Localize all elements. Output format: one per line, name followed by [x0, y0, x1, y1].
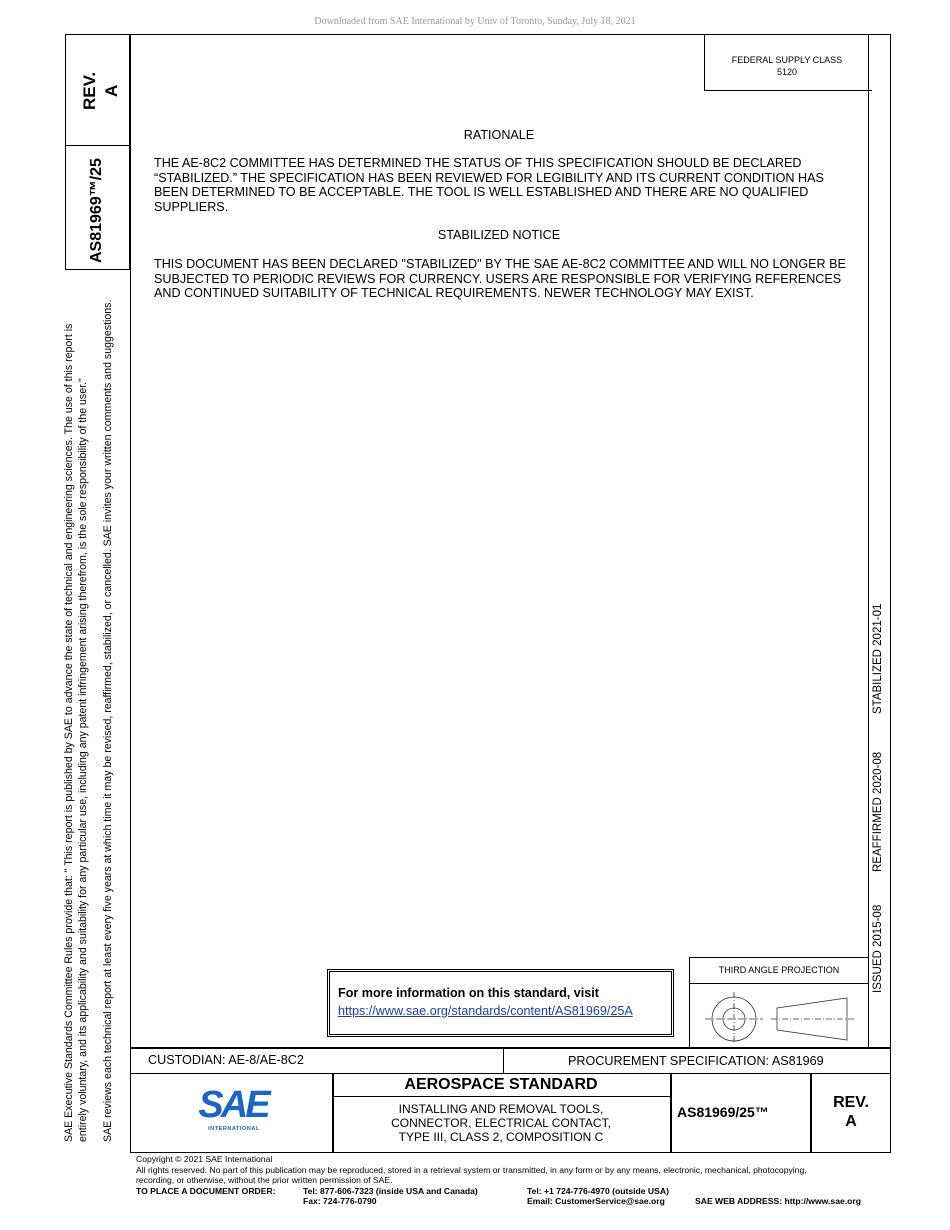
- custodian-divider: [503, 1047, 504, 1073]
- description-line: CONNECTOR, ELECTRICAL CONTACT,: [391, 1116, 611, 1130]
- federal-supply-class-label: FEDERAL SUPPLY CLASS: [731, 55, 843, 65]
- left-doc-number: AS81969™/25: [88, 158, 105, 263]
- issued-date: ISSUED 2015-08: [872, 904, 884, 993]
- procurement-spec: PROCUREMENT SPECIFICATION: AS81969: [568, 1054, 824, 1068]
- email: Email: CustomerService@sae.org: [527, 1196, 665, 1206]
- stabilized-heading: STABILIZED NOTICE: [437, 228, 561, 242]
- projection-divider: [689, 983, 869, 984]
- download-notice: Downloaded from SAE International by Univ of Toronto, Sunday, July 18, 2021: [314, 16, 636, 27]
- standard-link[interactable]: https://www.sae.org/standards/content/AS81969/25A: [338, 1004, 633, 1018]
- title-block-divider-2: [670, 1073, 672, 1153]
- rights-line: All rights reserved. No part of this publication may be reproduced, stored in a retrieval system or transmitted, in any form or by any means, electronic, mechanical, photocopying,: [136, 1164, 807, 1175]
- fax: Fax: 724-776-0790: [303, 1196, 377, 1206]
- rationale-line: BEEN DETERMINED TO BE ACCEPTABLE. THE TOOL IS WELL ESTABLISHED AND THERE ARE NO QUALIFIED: [154, 185, 809, 199]
- standard-description: [332, 1102, 670, 1144]
- description-line: INSTALLING AND REMOVAL TOOLS,: [398, 1102, 604, 1116]
- rationale-heading: RATIONALE: [463, 128, 535, 142]
- side-notice-line3: SAE reviews each technical report at least every five years at which time it may be revised, reaffirmed, stabilized, or cancelled. SAE invites your written comments and suggestions.: [102, 299, 114, 1142]
- info-box: [327, 969, 674, 1037]
- title-rev-value: A: [845, 1113, 857, 1130]
- stabilized-body: [154, 257, 859, 301]
- custodian: CUSTODIAN: AE-8/AE-8C2: [148, 1053, 304, 1067]
- side-notice-line2: entirely voluntary, and its applicability and suitability for any particular use, including any patent infringement arising therefrom, is the sole responsibility of the user.": [77, 378, 89, 1142]
- rationale-line: SUPPLIERS.: [154, 199, 229, 214]
- standard-number: AS81969/25™: [677, 1104, 769, 1120]
- rationale-line: “STABILIZED.” THE SPECIFICATION HAS BEEN REVIEWED FOR LEGIBILITY AND ITS CURRENT CONDITION HAS: [154, 170, 824, 185]
- rationale-line: THE AE-8C2 COMMITTEE HAS DETERMINED THE STATUS OF THIS SPECIFICATION SHOULD BE DECLARED: [154, 156, 802, 170]
- description-line: TYPE III, CLASS 2, COMPOSITION C: [398, 1130, 604, 1144]
- federal-supply-class-value: 5120: [776, 67, 798, 77]
- stabilized-line: AND CONTINUED SUITABILITY OF TECHNICAL REQUIREMENTS. NEWER TECHNOLOGY MAY EXIST.: [154, 286, 754, 300]
- rationale-body: [154, 156, 859, 214]
- custodian-row-top: [130, 1047, 891, 1049]
- projection-label: THIRD ANGLE PROJECTION: [718, 965, 840, 975]
- standard-title: AEROSPACE STANDARD: [404, 1076, 598, 1093]
- sae-logo-subtitle: INTERNATIONAL: [208, 1126, 260, 1132]
- rights-line: recording, or otherwise, without the prior written permission of SAE.: [136, 1175, 393, 1185]
- web-address: SAE WEB ADDRESS: http://www.sae.org: [695, 1196, 861, 1206]
- tel-outside: Tel: +1 724-776-4970 (outside USA): [527, 1186, 669, 1196]
- date-strip-border: [868, 34, 869, 1048]
- side-notice-line1: SAE Executive Standards Committee Rules provide that: " This report is published by SAE to advance the state of technical and engineering sciences. The use of this report is: [63, 323, 75, 1142]
- title-underline: [332, 1096, 670, 1097]
- copyright: Copyright © 2021 SAE International: [136, 1154, 273, 1164]
- info-box-label: For more information on this standard, visit: [338, 986, 599, 1000]
- stabilized-line: SUBJECTED TO PERIODIC REVIEWS FOR CURRENCY. USERS ARE RESPONSIBLE FOR VERIFYING REFERENCES: [154, 271, 842, 286]
- tel-usa: Tel: 877-606-7323 (inside USA and Canada): [303, 1186, 478, 1196]
- title-rev-label: REV.: [833, 1094, 869, 1111]
- order-label: TO PLACE A DOCUMENT ORDER:: [136, 1186, 276, 1196]
- reaffirmed-date: REAFFIRMED 2020-08: [872, 751, 884, 872]
- sae-logo: SAE: [198, 1084, 268, 1126]
- stabilized-line: THIS DOCUMENT HAS BEEN DECLARED "STABILIZED" BY THE SAE AE-8C2 COMMITTEE AND WILL NO LONGER BE: [154, 257, 846, 271]
- third-angle-projection-icon: [695, 988, 865, 1044]
- left-rev-value: A: [102, 84, 121, 97]
- stabilized-date: STABILIZED 2021-01: [872, 603, 884, 714]
- left-rev-label: REV.: [80, 71, 99, 110]
- footer: [136, 1154, 896, 1186]
